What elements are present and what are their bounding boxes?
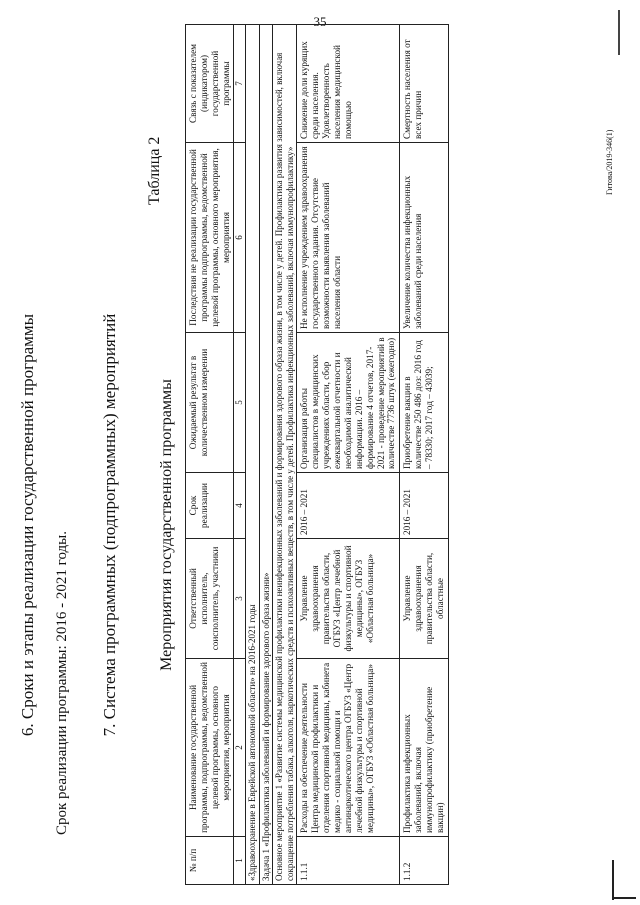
row-name: Расходы на обеспечение деятельности Центра медицинской профилактики и отделения спортивной медицины, кабинета медико - социальной помощи и антинаркотического центра ОГБУЗ «Центр лечебной физкультуры и спортивной медицины», ОГБУЗ «Областная больница»: [297, 659, 400, 837]
header-name: Наименование государственной программы, подпрограммы, ведомственной целевой программы, основного мероприятия, мероприятия: [186, 659, 234, 837]
table-title: Мероприятия государственной программы: [158, 379, 175, 671]
row-period: 2016 – 2021: [400, 473, 448, 539]
page-number: 35: [313, 14, 327, 29]
row-executor: Управление здравоохранения правительства области, ОГБУЗ «Центр лечебной физкультуры и спортивной медицины», ОГБУЗ «Областная больница»: [297, 539, 400, 659]
program-row: [246, 25, 260, 885]
row-result: Приобретение вакцин в количестве 250 486 доз: 2016 год – 78330; 2017 год – 43039;: [400, 333, 448, 473]
main-event-row: [273, 25, 297, 885]
col-number: 5: [234, 333, 246, 473]
col-number: 3: [234, 539, 246, 659]
scan-artifact-tick: [612, 897, 636, 899]
section7-title: 7. Система программных (подпрограммных) мероприятий: [100, 313, 119, 737]
col-number: 4: [234, 473, 246, 539]
row-num: 1.1.1: [297, 837, 400, 885]
table-row: [400, 25, 448, 885]
col-number: 1: [234, 837, 246, 885]
row-indicator: Смертность населения от всех причин: [400, 25, 448, 143]
row-result: Организация работы специалистов в медицинских учреждениях области, сбор ежеквартальной отчетности и необходимой аналитической информации. 2016 – формирование 4 отчетов, 2017-2021 - проведение мероприятий в количестве 7736 штук (ежегодно): [297, 333, 400, 473]
table-label: Таблица 2: [146, 136, 163, 205]
events-table: [185, 24, 449, 885]
row-consequence: Не исполнение учреждением здравоохранения государственного задания. Отсутствие возможности выявления заболеваний населения области: [297, 143, 400, 333]
section6-title: 6. Сроки и этапы реализации государственной программы: [18, 313, 37, 737]
footer-code: Гитова/2019-346(1): [605, 129, 614, 195]
col-number: 6: [234, 143, 246, 333]
table-header-row: [186, 25, 234, 885]
main-event-row-text: Основное мероприятие 1 «Развитие системы медицинской профилактики неинфекционных заболеваний и формирования здорового образа жизни, в том числе у детей. Профилактика развития зависимостей, включая сокращение потребления табака, алкоголя, наркотических средств и психоактивных веществ, в том числе у детей. Профилактика инфекционных заболеваний, включая иммунопрофилактику»: [273, 25, 297, 885]
task-row: [259, 25, 273, 885]
table-row: [297, 25, 400, 885]
row-executor: Управление здравоохранения правительства области, областные: [400, 539, 448, 659]
program-row-text: «Здравоохранение в Еврейской автономной области» на 2016-2021 годы: [246, 25, 260, 885]
header-num: № п/п: [186, 837, 234, 885]
rotated-landscape-page: [0, 15, 640, 895]
program-period-text: Срок реализации программы: 2016 - 2021 годы.: [54, 531, 70, 835]
row-period: 2016 – 2021: [297, 473, 400, 539]
row-indicator: Снижение доли курящих среди населения. Удовлетворенность населения медицинской помощью: [297, 25, 400, 143]
header-executor: Ответственный исполнитель, соисполнитель, участники: [186, 539, 234, 659]
row-name: Профилактика инфекционных заболеваний, включая иммунопрофилактику (приобретение вакцин): [400, 659, 448, 837]
events-table-wrapper: [185, 25, 449, 885]
row-consequence: Увеличение количества инфекционных заболеваний среди населения: [400, 143, 448, 333]
col-number: 7: [234, 25, 246, 143]
row-num: 1.1.2: [400, 837, 448, 885]
header-result: Ожидаемый результат в количественном измерении: [186, 333, 234, 473]
header-indicator: Связь с показателем (индикатором) государственной программы: [186, 25, 234, 143]
col-number: 2: [234, 659, 246, 837]
header-period: Срок реализации: [186, 473, 234, 539]
task-row-text: Задача 1 «Профилактика заболеваний и формирование здорового образа жизни»: [259, 25, 273, 885]
header-consequence: Последствия не реализации государственной программы подпрограммы, ведомственной целевой программы, основного мероприятия, мероприятия: [186, 143, 234, 333]
column-number-row: [234, 25, 246, 885]
